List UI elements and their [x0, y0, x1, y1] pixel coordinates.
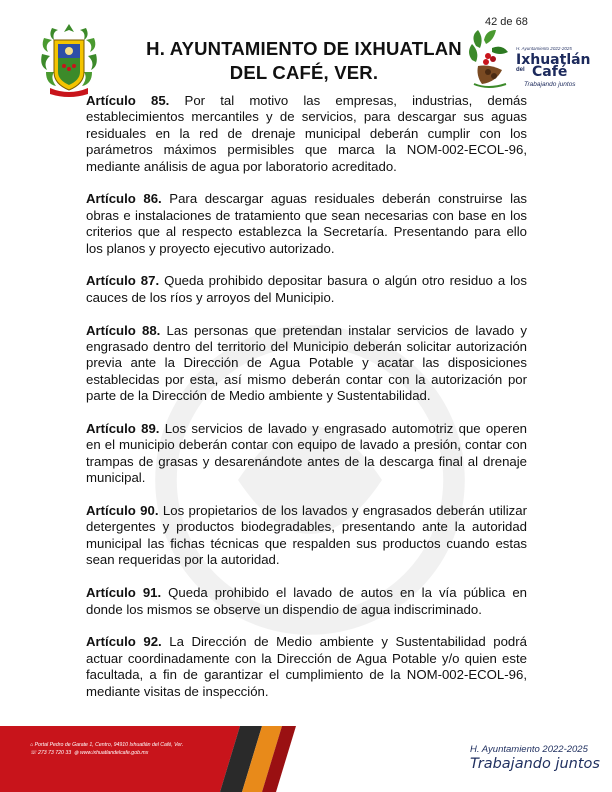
- municipal-crest-logo: [38, 22, 100, 100]
- brand-name-part2: Café: [532, 64, 568, 80]
- article-text: Queda prohibido depositar basura o algún otro residuo a los cauces de los ríos y arroyos del Municipio.: [86, 273, 527, 305]
- coffee-plant-icon: [466, 26, 516, 92]
- article-text: Por tal motivo las empresas, industrias, demás establecimientos mercantiles y de servicios, para descargar sus aguas residuales en la red de drenaje municipal deberán cumplir con los parámetros máximos permisibles que marca la NOM-002-ECOL-96, mediante análisis de agua por laboratorio acreditado.: [86, 93, 527, 174]
- article-text: Para descargar aguas residuales deberán construirse las obras e instalaciones de tratamiento que sean necesarias con base en los criterios que al respecto establezca la Secretaría. Presentando para ello los planos y proyecto ejecutivo autorizado.: [86, 191, 528, 256]
- footer-address-text: Portal Pedro de Garate 1, Centro, 94910 Ixhuatlán del Café, Ver.: [34, 742, 184, 748]
- footer-phone: 273 73 720 33: [37, 750, 72, 756]
- ixhuatlan-brand-logo: [466, 26, 591, 92]
- footer-period: H. Ayuntamiento 2022-2025: [470, 744, 588, 755]
- title-line-1: H. AYUNTAMIENTO DE IXHUATLAN: [146, 38, 462, 59]
- article-label: Artículo 89.: [86, 421, 160, 437]
- article-label: Artículo 85.: [86, 93, 170, 108]
- article-label: Artículo 90.: [86, 503, 159, 519]
- article-87: [86, 273, 527, 306]
- article-label: Artículo 88.: [86, 322, 161, 338]
- footer-website[interactable]: www.ixhuatlandelcafe.gob.mx: [79, 750, 149, 756]
- article-91: [86, 585, 527, 618]
- brand-name-part1: Ixhuatlán: [516, 52, 591, 68]
- article-label: Artículo 87.: [86, 273, 160, 289]
- article-89: [86, 421, 527, 487]
- brand-name-del: del: [516, 67, 525, 73]
- footer-slogan: Trabajando juntos: [470, 756, 600, 772]
- footer-phone-web: ☏ 273 73 720 33 ◍ www.ixhuatlandelcafe.gob.mx: [30, 750, 149, 756]
- article-86: [86, 191, 527, 257]
- footer-contact: [30, 741, 183, 757]
- article-label: Artículo 92.: [86, 634, 162, 650]
- page-title: [100, 37, 508, 85]
- article-text: La Dirección de Medio ambiente y Sustentabilidad podrá actuar coordinadamente con la Dirección de Agua Potable y/o quien este facultada, a fin de garantizar el cumplimiento de la NOM-002-ECOL-96, mediante visitas de inspección.: [86, 634, 527, 699]
- article-label: Artículo 91.: [86, 585, 162, 601]
- article-text: Queda prohibido el lavado de autos en la vía pública en donde los mismos se observe un dispendio de agua indiscriminado.: [86, 585, 527, 617]
- title-line-2: DEL CAFÉ, VER.: [229, 62, 379, 83]
- article-92: [86, 634, 527, 700]
- footer-address: ⌂ Portal Pedro de Garate 1, Centro, 94910 Ixhuatlán del Café, Ver.: [30, 742, 184, 748]
- article-88: [86, 323, 527, 405]
- article-90: [86, 503, 527, 569]
- brand-period: H. Ayuntamiento 2022-2025: [516, 46, 572, 51]
- article-label: Artículo 86.: [86, 191, 162, 207]
- articles-body: [86, 93, 527, 716]
- page-number: 42 de 68: [485, 16, 528, 28]
- article-text: Las personas que pretendan instalar servicios de lavado y engrasado dentro del territorio del Municipio deberán solicitar autorización previa ante la Dirección de Agua Potable y acatar las disposiciones establecidas por esta, así mismo deberán contar con la autorización por parte de la Dirección de Medio ambiente y Sustentabilidad.: [86, 322, 527, 404]
- article-text: Los servicios de lavado y engrasado automotriz que operen en el municipio deberán contar con equipo de lavado a presión, contar con trampas de grasas y desarenándote antes de la descarga final al drenaje municipal.: [86, 421, 527, 486]
- article-text: Los propietarios de los lavados y engrasados deberán utilizar detergentes y productos biodegradables, presentando ante la autoridad municipal las fichas técnicas que respalden sus productos cuando estas sean requeridas por la autoridad.: [86, 503, 527, 568]
- brand-slogan: Trabajando juntos: [524, 81, 576, 88]
- article-85: [86, 93, 527, 175]
